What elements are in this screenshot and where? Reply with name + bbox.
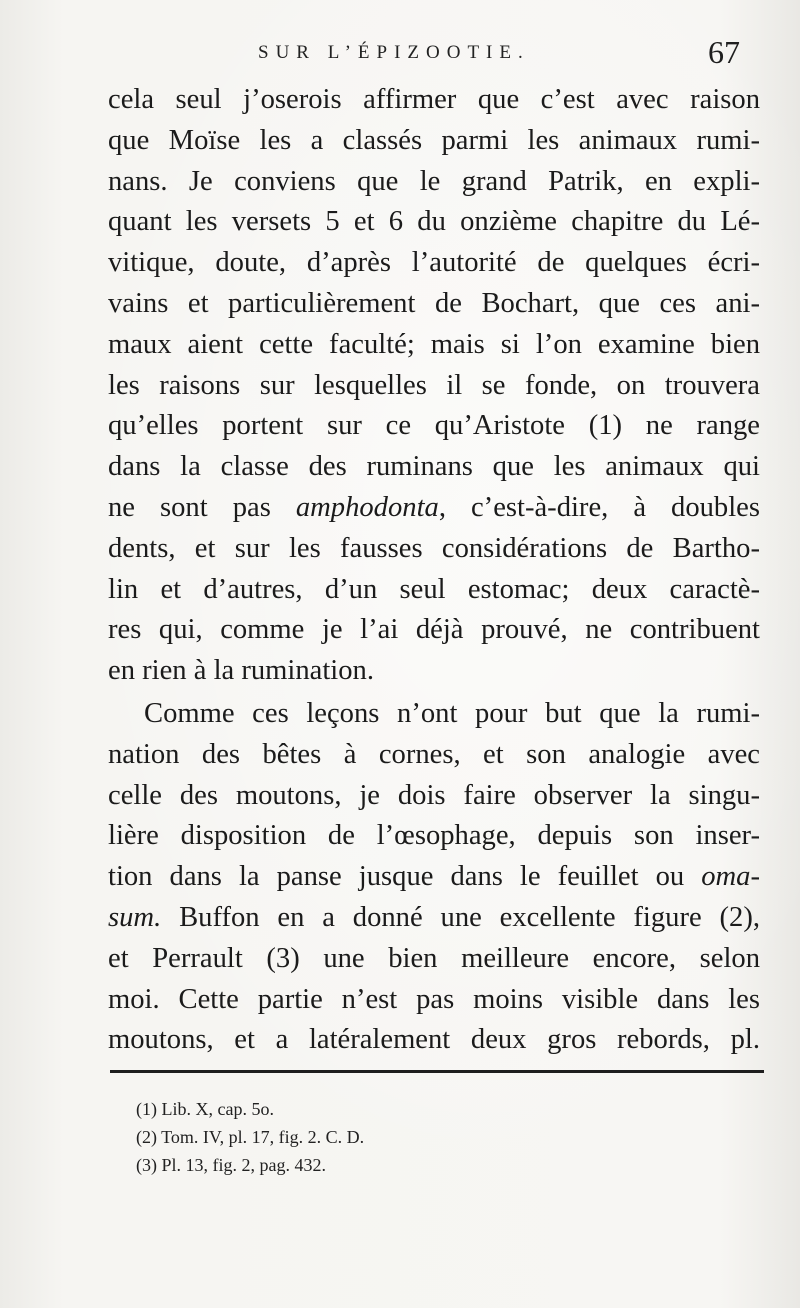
text-line: que Moïse les a classés parmi les animaux rumi- (108, 124, 760, 156)
text-line: celle des moutons, je dois faire observer la singu- (108, 779, 760, 811)
text-line: dans la classe des ruminans que les animaux qui (108, 451, 760, 483)
text-line: sum. Buffon en a donné une excellente figure (2), (108, 901, 760, 933)
text-line: res qui, comme je l’ai déjà prouvé, ne contribuent (108, 614, 760, 646)
running-title: SUR L’ÉPIZOOTIE. (258, 42, 530, 63)
text-line: moi. Cette partie n’est pas moins visible dans les (108, 983, 760, 1015)
footnote-rule (110, 1070, 764, 1073)
text-line: tion dans la panse jusque dans le feuillet ou oma- (108, 861, 760, 893)
page-number: 67 (708, 34, 740, 70)
footnotes (136, 1095, 736, 1179)
text-line: ne sont pas amphodonta, c’est-à-dire, à doubles (108, 491, 760, 523)
text-line: nans. Je conviens que le grand Patrik, en expli- (108, 165, 760, 197)
text-line: qu’elles portent sur ce qu’Aristote (1) ne range (108, 410, 760, 442)
text-line: moutons, et a latéralement deux gros rebords, pl. (108, 1024, 760, 1056)
text-line: cela seul j’oserois affirmer que c’est avec raison (108, 84, 760, 115)
text-line: et Perrault (3) une bien meilleure encore, selon (108, 942, 760, 974)
text-line: Comme ces leçons n’ont pour but que la rumi- (144, 697, 760, 729)
text-line: dents, et sur les fausses considérations de Bartho- (108, 532, 760, 564)
body-text (108, 80, 760, 1061)
paragraph-2 (108, 694, 760, 1061)
text-line: lin et d’autres, d’un seul estomac; deux caractè- (108, 573, 760, 605)
text-line: vitique, doute, d’après l’autorité de quelques écri- (108, 247, 760, 279)
text-line: nation des bêtes à cornes, et son analogie avec (108, 738, 760, 770)
running-head (0, 34, 800, 74)
footnote-2: (2) Tom. IV, pl. 17, fig. 2. C. D. (136, 1127, 365, 1147)
paragraph-1 (108, 80, 760, 692)
text-line: les raisons sur lesquelles il se fonde, on trouvera (108, 369, 760, 401)
text-line: en rien à la rumination. (108, 655, 374, 687)
text-line: quant les versets 5 et 6 du onzième chapitre du Lé- (108, 206, 760, 238)
text-line: vains et particulièrement de Bochart, que ces ani- (108, 287, 760, 319)
text-line: maux aient cette faculté; mais si l’on examine bien (108, 328, 760, 360)
footnote-3: (3) Pl. 13, fig. 2, pag. 432. (136, 1155, 326, 1175)
footnote-1: (1) Lib. X, cap. 5o. (136, 1099, 274, 1119)
text-line: lière disposition de l’œsophage, depuis son inser- (108, 820, 760, 852)
